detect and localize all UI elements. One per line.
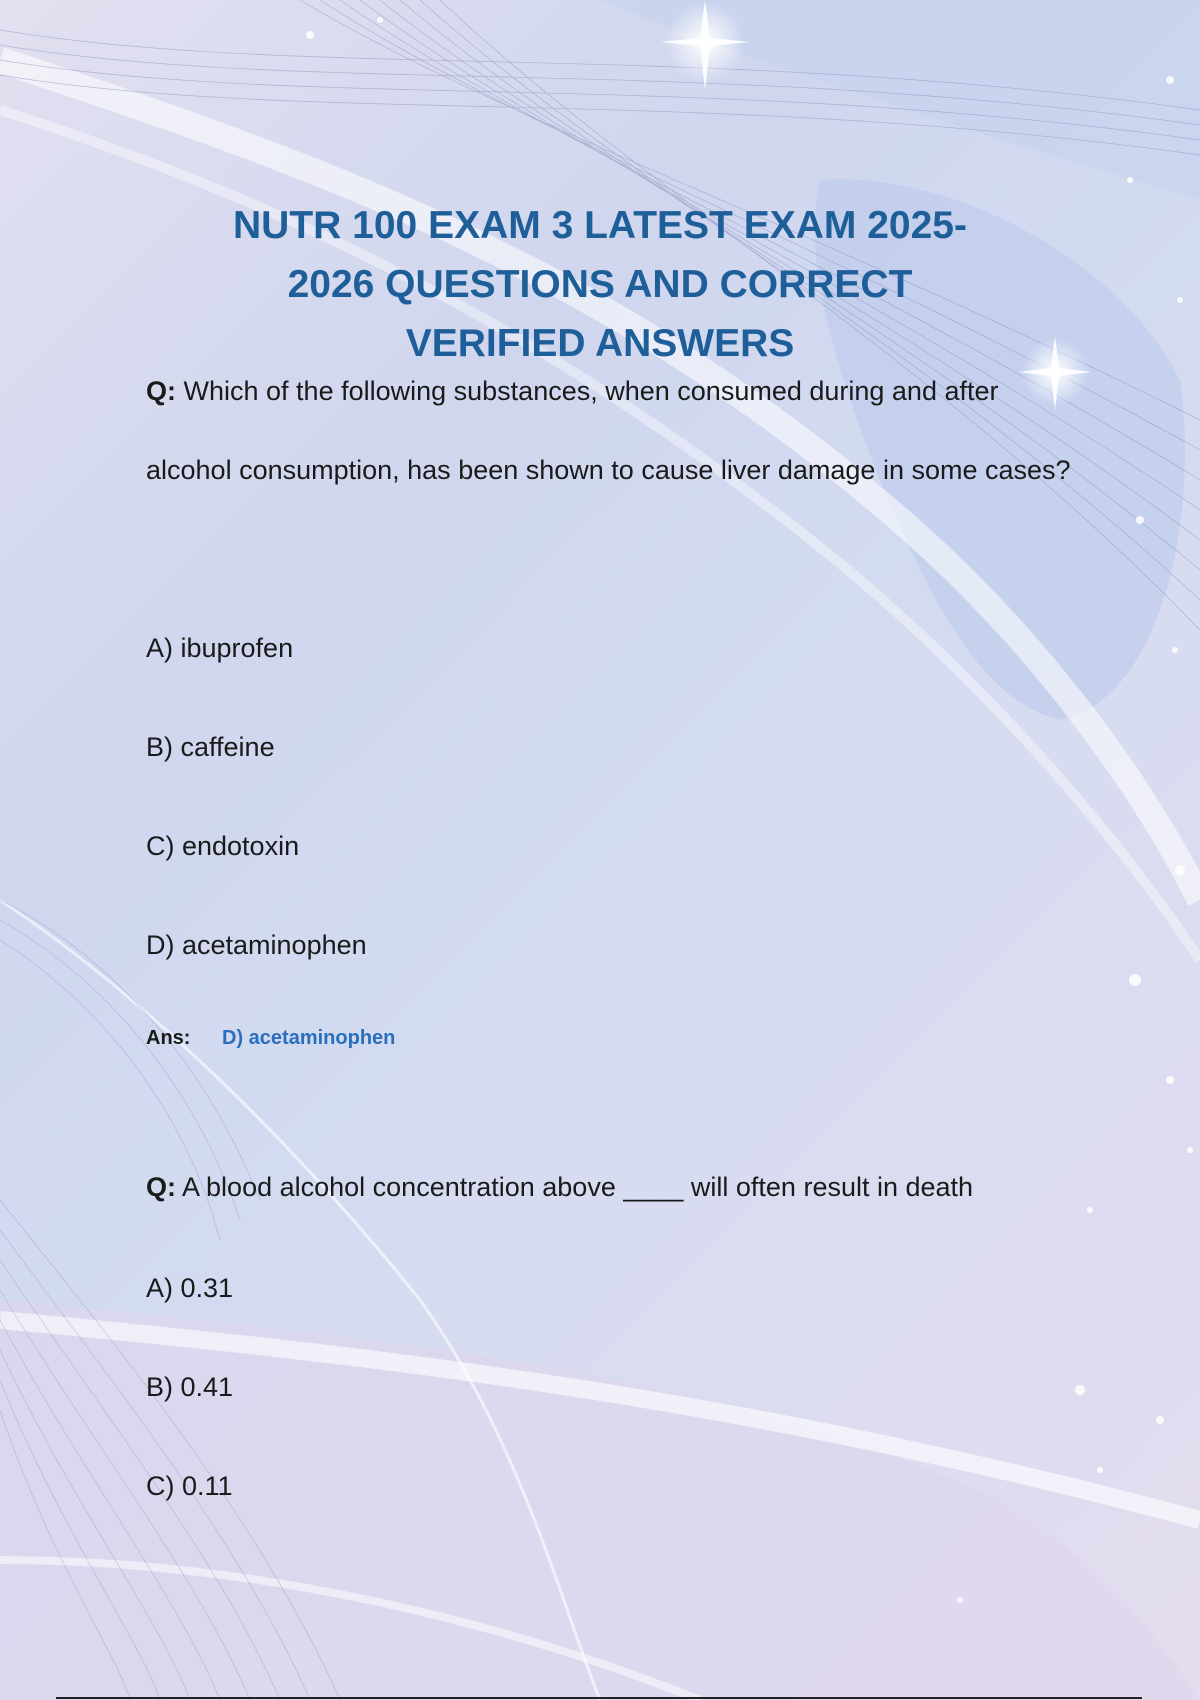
question-1: [146, 352, 1076, 510]
question-prefix: Q:: [146, 1172, 176, 1202]
question-prefix: Q:: [146, 376, 176, 406]
title-line-1: NUTR 100 EXAM 3 LATEST EXAM 2025-: [233, 204, 967, 247]
option-c: C) endotoxin: [146, 831, 300, 861]
question-text: A blood alcohol concentration above ____ will often result in death: [182, 1172, 974, 1202]
document-title: [150, 196, 1050, 373]
answer-prefix: Ans:: [146, 1027, 191, 1049]
footer-divider: [56, 1697, 1142, 1699]
option-c: C) 0.11: [146, 1471, 233, 1501]
title-line-3: VERIFIED ANSWERS: [405, 322, 795, 365]
question-text: Which of the following substances, when consumed during and after alcohol consumption, has been shown to cause liver damage in some cases?: [146, 376, 1071, 485]
option-a: A) ibuprofen: [146, 633, 294, 663]
option-a: A) 0.31: [146, 1273, 234, 1303]
question-2: [146, 1148, 1076, 1227]
answer-line: [146, 1025, 395, 1051]
answer-value: D) acetaminophen: [222, 1027, 396, 1049]
option-b: B) 0.41: [146, 1372, 234, 1402]
title-line-2: 2026 QUESTIONS AND CORRECT: [287, 263, 913, 306]
option-b: B) caffeine: [146, 732, 275, 762]
option-d: D) acetaminophen: [146, 930, 367, 960]
